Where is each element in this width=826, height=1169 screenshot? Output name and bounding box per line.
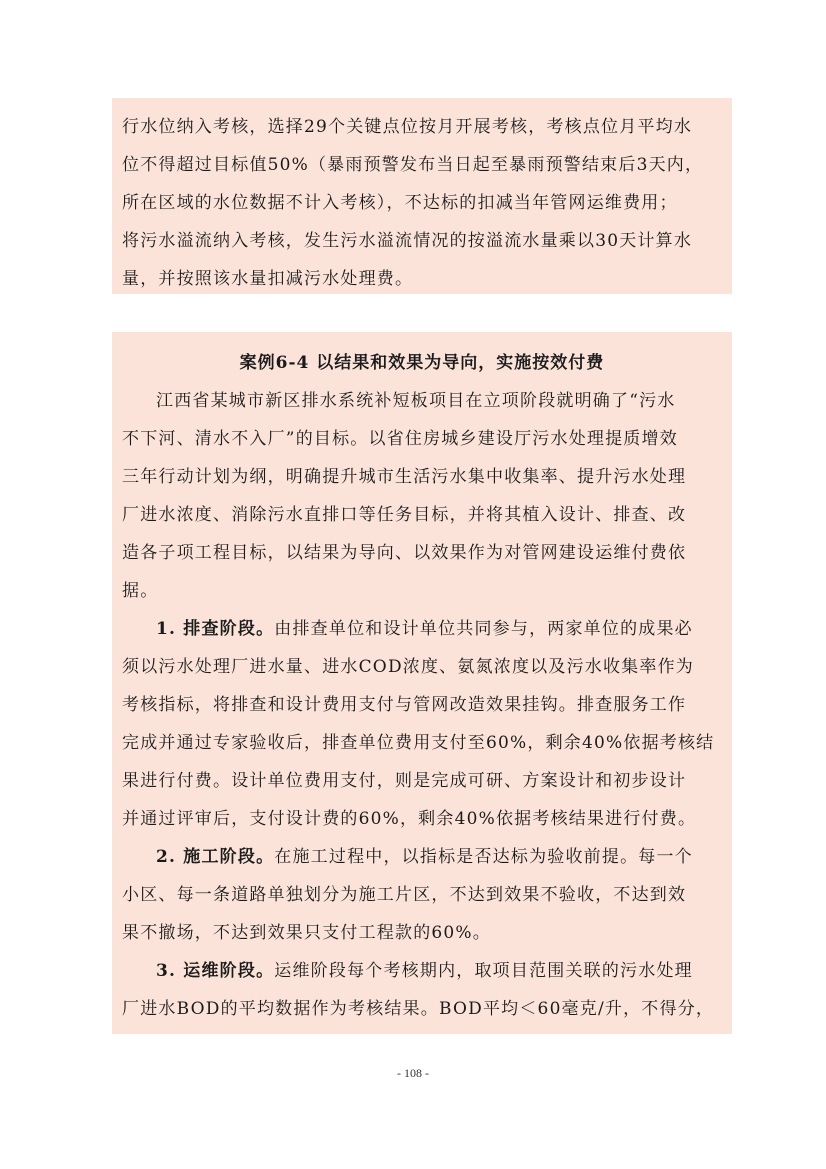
text-line: 将污水溢流纳入考核，发生污水溢流情况的按溢流水量乘以30天计算水 (122, 231, 693, 251)
paragraph-operation-start: 3. 运维阶段。运维阶段每个考核期内，取项目范围关联的污水处理 (156, 961, 693, 981)
text-line: 果进行付费。设计单位费用支付，则是完成可研、方案设计和初步设计 (122, 771, 687, 791)
paragraph-construction-start: 2. 施工阶段。在施工过程中，以指标是否达标为验收前提。每一个 (156, 847, 693, 867)
text-line: 小区、每一条道路单独划分为施工片区，不达到效果不验收，不达到效 (122, 885, 687, 905)
text-line: 造各子项工程目标，以结果为导向、以效果作为对管网建设运维付费依 (122, 543, 687, 563)
text-line: 行水位纳入考核，选择29个关键点位按月开展考核，考核点位月平均水 (122, 117, 693, 137)
text-line: 并通过评审后，支付设计费的60%，剩余40%依据考核结果进行付费。 (122, 809, 697, 829)
continued-text-box (112, 98, 732, 294)
section-heading: 1. 排查阶段。 (156, 619, 275, 639)
case-title: 案例6-4 以结果和效果为导向，实施按效付费 (239, 353, 605, 373)
text-line: 所在区域的水位数据不计入考核），不达标的扣减当年管网运维费用； (122, 193, 678, 213)
text-line: 厂进水BOD的平均数据作为考核结果。BOD平均＜60毫克/升，不得分， (122, 999, 715, 1019)
case-study-box (112, 332, 732, 1034)
text-line: 位不得超过目标值50%（暴雨预警发布当日起至暴雨预警结束后3天内， (122, 155, 704, 175)
text-line: 完成并通过专家验收后，排查单位费用支付至60%，剩余40%依据考核结 (122, 733, 715, 753)
text-line: 须以污水处理厂进水量、进水COD浓度、氨氮浓度以及污水收集率作为 (122, 657, 694, 677)
page-number: - 108 - (397, 1066, 429, 1080)
section-heading: 3. 运维阶段。 (156, 961, 275, 981)
text-line: 考核指标，将排查和设计费用支付与管网改造效果挂钩。排查服务工作 (122, 695, 687, 715)
text-line: 果不撤场，不达到效果只支付工程款的60%。 (122, 923, 491, 943)
text-line: 江西省某城市新区排水系统补短板项目在立项阶段就明确了“污水 (156, 391, 676, 411)
section-heading: 2. 施工阶段。 (156, 847, 275, 867)
text-line: 不下河、清水不入厂”的目标。以省住房城乡建设厅污水处理提质增效 (122, 429, 678, 449)
text-line: 量，并按照该水量扣减污水处理费。 (122, 269, 414, 289)
text-line: 三年行动计划为纲，明确提升城市生活污水集中收集率、提升污水处理 (122, 467, 687, 487)
text-line: 据。 (122, 581, 159, 601)
paragraph-investigation-start: 1. 排查阶段。由排查单位和设计单位共同参与，两家单位的成果必 (156, 619, 693, 639)
text-line: 厂进水浓度、消除污水直排口等任务目标，并将其植入设计、排查、改 (122, 505, 687, 525)
